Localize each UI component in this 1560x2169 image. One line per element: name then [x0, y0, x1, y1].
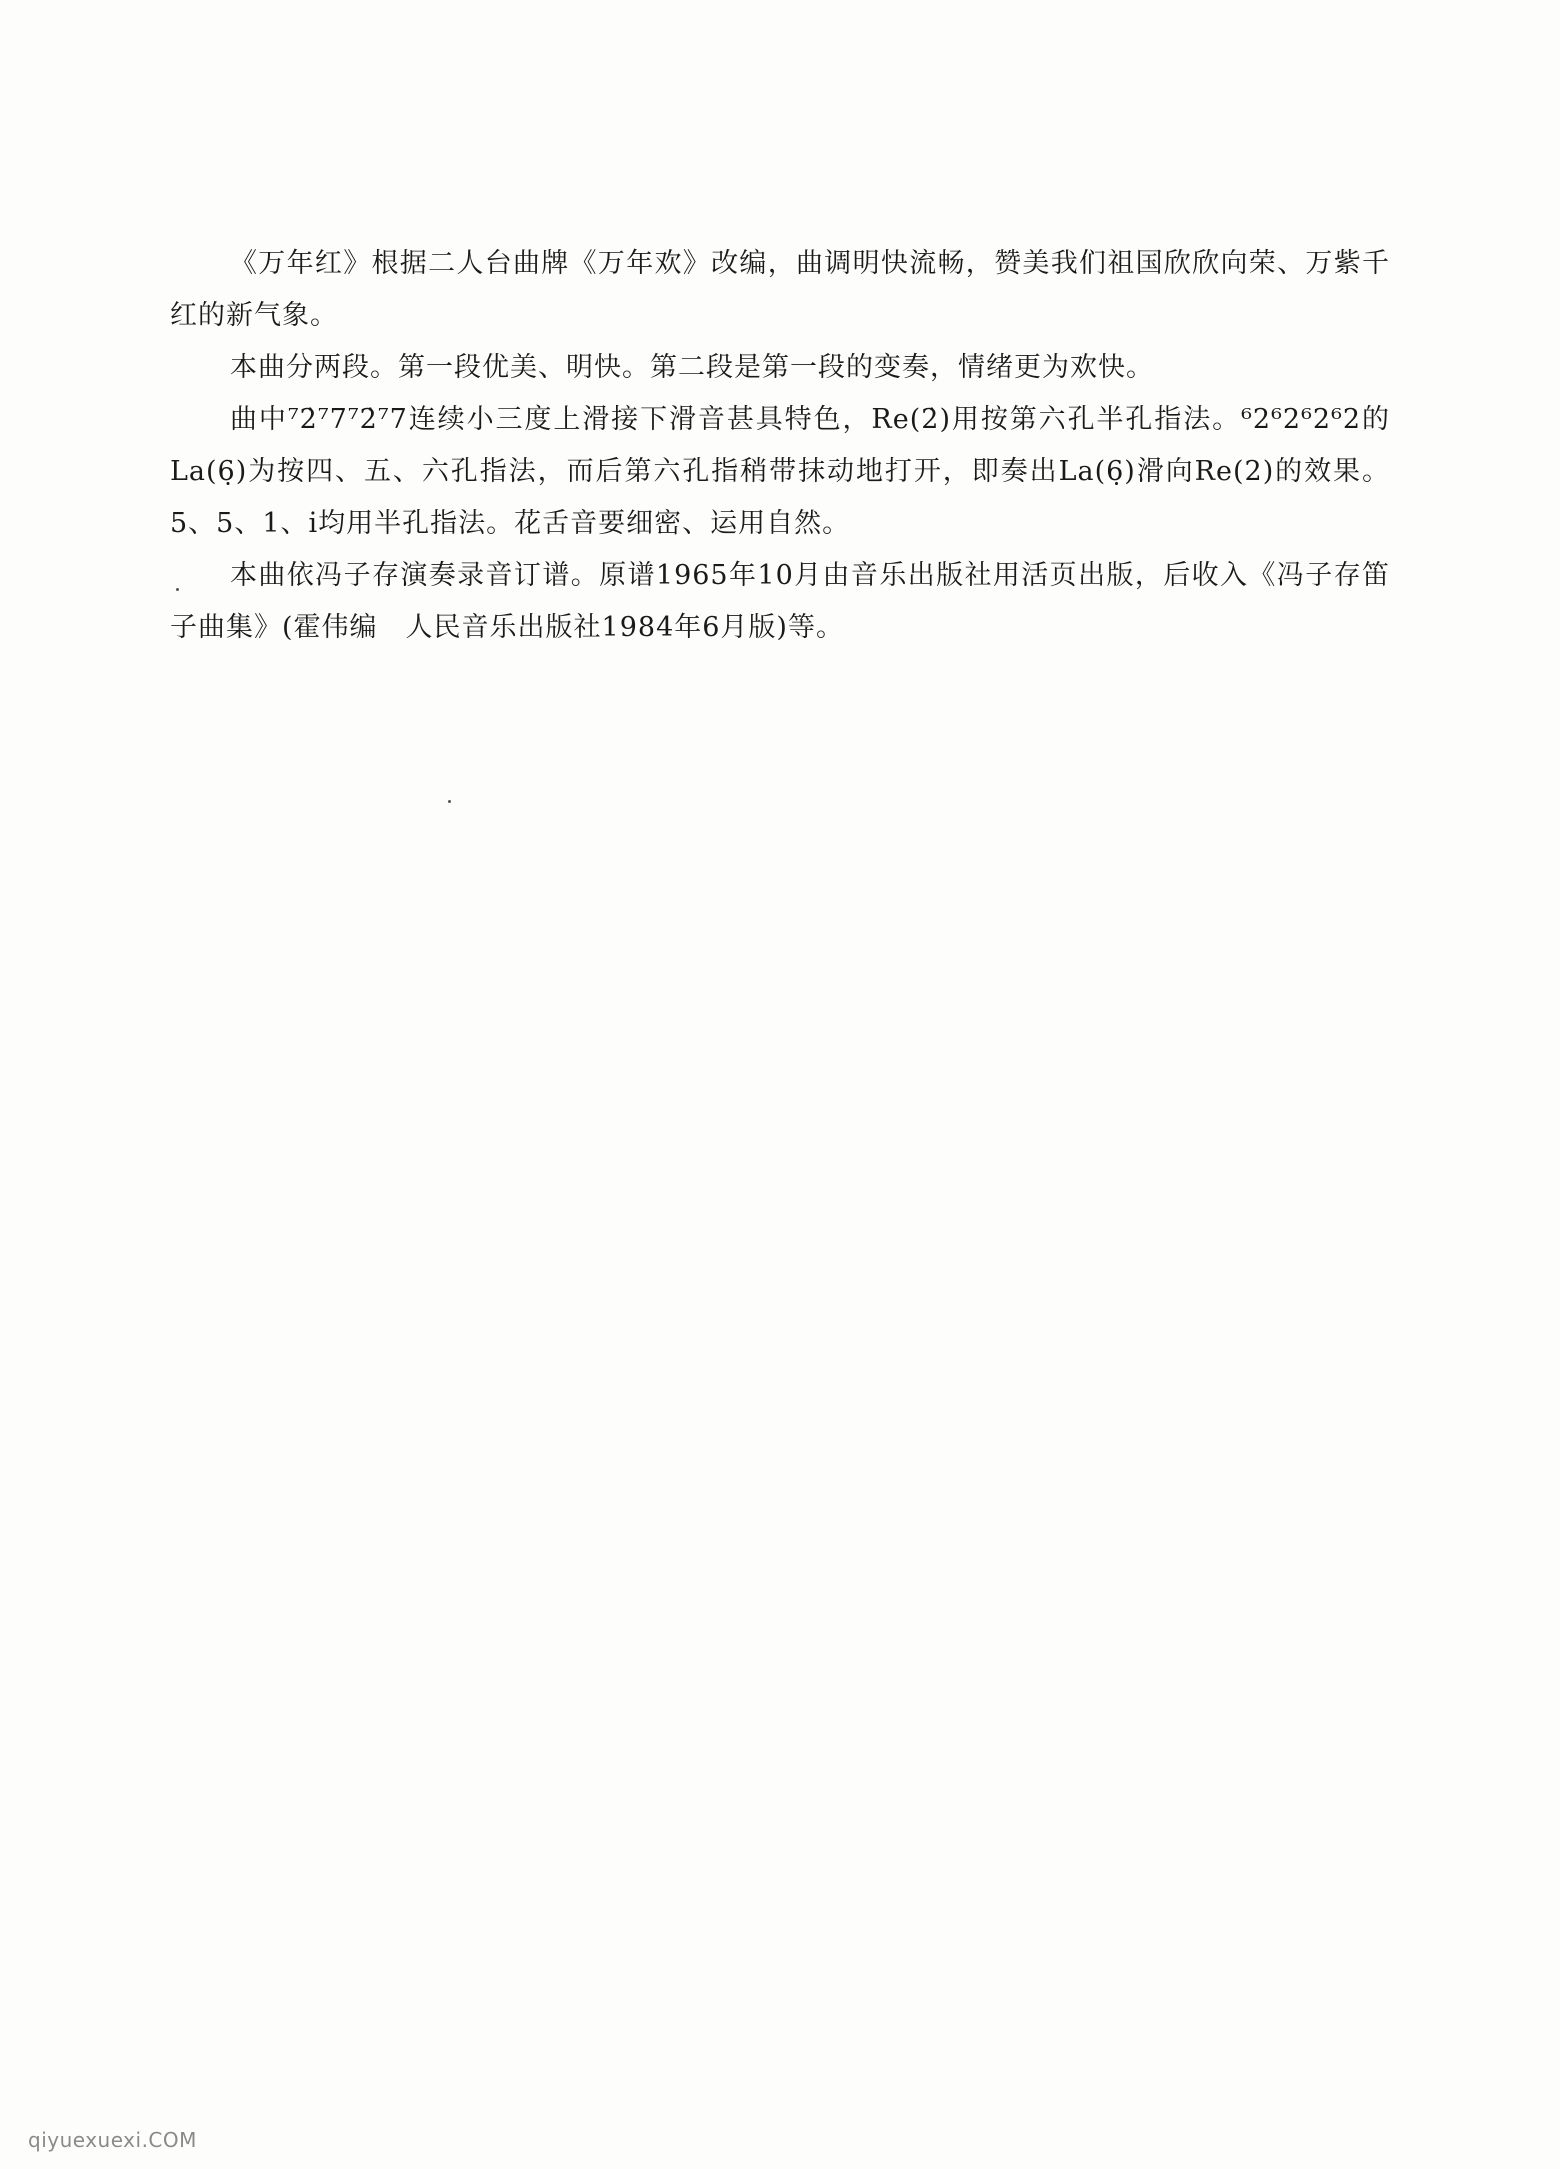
paragraph-structure: 本曲分两段。第一段优美、明快。第二段是第一段的变奏，情绪更为欢快。: [230, 352, 1154, 383]
paragraph-source: 本曲依冯子存演奏录音订谱。原谱1965年10月由音乐出版社用活页出版，后收入《冯子存笛子曲集》(霍伟编 人民音乐出版社1984年6月版)等。: [170, 560, 1390, 643]
site-watermark: qiyuexuexi.COM: [28, 2128, 197, 2152]
scan-speck: [176, 588, 179, 591]
paragraph-technique: 曲中⁷2̇⁷7⁷2̇⁷7连续小三度上滑接下滑音甚具特色，Re(2̇)用按第六孔半孔指法。⁶2⁶2⁶2⁶2的La(6̣)为按四、五、六孔指法，而后第六孔指稍带抹动地打开，即奏出La(6̣)滑向Re(2)的效果。5、5、1、i̇均用半孔指法。花舌音要细密、运用自然。: [170, 404, 1390, 539]
scan-speck: [448, 800, 451, 803]
document-body: [170, 238, 1390, 654]
paragraph-intro: 《万年红》根据二人台曲牌《万年欢》改编，曲调明快流畅，赞美我们祖国欣欣向荣、万紫千红的新气象。: [170, 248, 1390, 331]
